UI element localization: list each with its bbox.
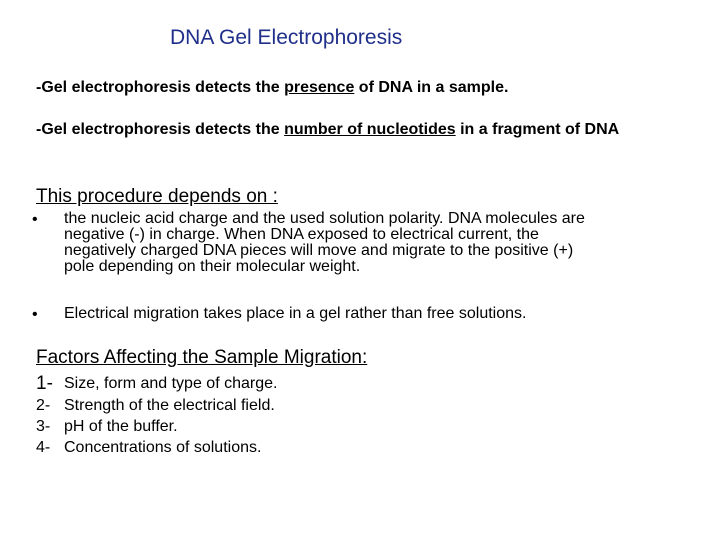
bullet-line: negatively charged DNA pieces will move and migrate to the positive (+)	[64, 242, 574, 259]
factor-number: 2-	[36, 397, 51, 414]
bullet-line: Electrical migration takes place in a gel rather than free solutions.	[64, 305, 527, 322]
nucleotides-underlined: number of nucleotides	[284, 121, 456, 138]
presence-statement-end: of DNA in a sample.	[354, 79, 509, 96]
bullet-line: pole depending on their molecular weight.	[64, 258, 361, 275]
bullet-line: negative (-) in charge. When DNA exposed to electrical current, the	[64, 226, 539, 243]
factor-text: Size, form and type of charge.	[64, 375, 278, 392]
bullet-marker: •	[32, 306, 38, 323]
bullet-line: the nucleic acid charge and the used solution polarity. DNA molecules are	[64, 210, 585, 227]
bullet-text	[64, 306, 526, 322]
presence-underlined: presence	[284, 79, 355, 96]
factor-text: Strength of the electrical field.	[64, 397, 275, 414]
bullet-marker: •	[32, 211, 38, 228]
factor-text: pH of the buffer.	[64, 418, 178, 435]
presence-statement-text: -Gel electrophoresis detects the	[36, 79, 285, 96]
factors-heading: Factors Affecting the Sample Migration:	[36, 347, 368, 368]
factor-number: 3-	[36, 418, 51, 435]
factor-number: 4-	[36, 439, 51, 456]
procedure-heading: This procedure depends on :	[36, 186, 278, 207]
nucleotides-statement	[36, 121, 619, 139]
bullet-text	[64, 211, 585, 275]
nucleotides-statement-text: -Gel electrophoresis detects the	[36, 121, 285, 138]
factor-text: Concentrations of solutions.	[64, 439, 262, 456]
page-title: DNA Gel Electrophoresis	[170, 26, 403, 49]
nucleotides-statement-end: in a fragment of DNA	[455, 121, 620, 138]
presence-statement	[36, 79, 508, 97]
factor-number: 1-	[36, 373, 53, 394]
